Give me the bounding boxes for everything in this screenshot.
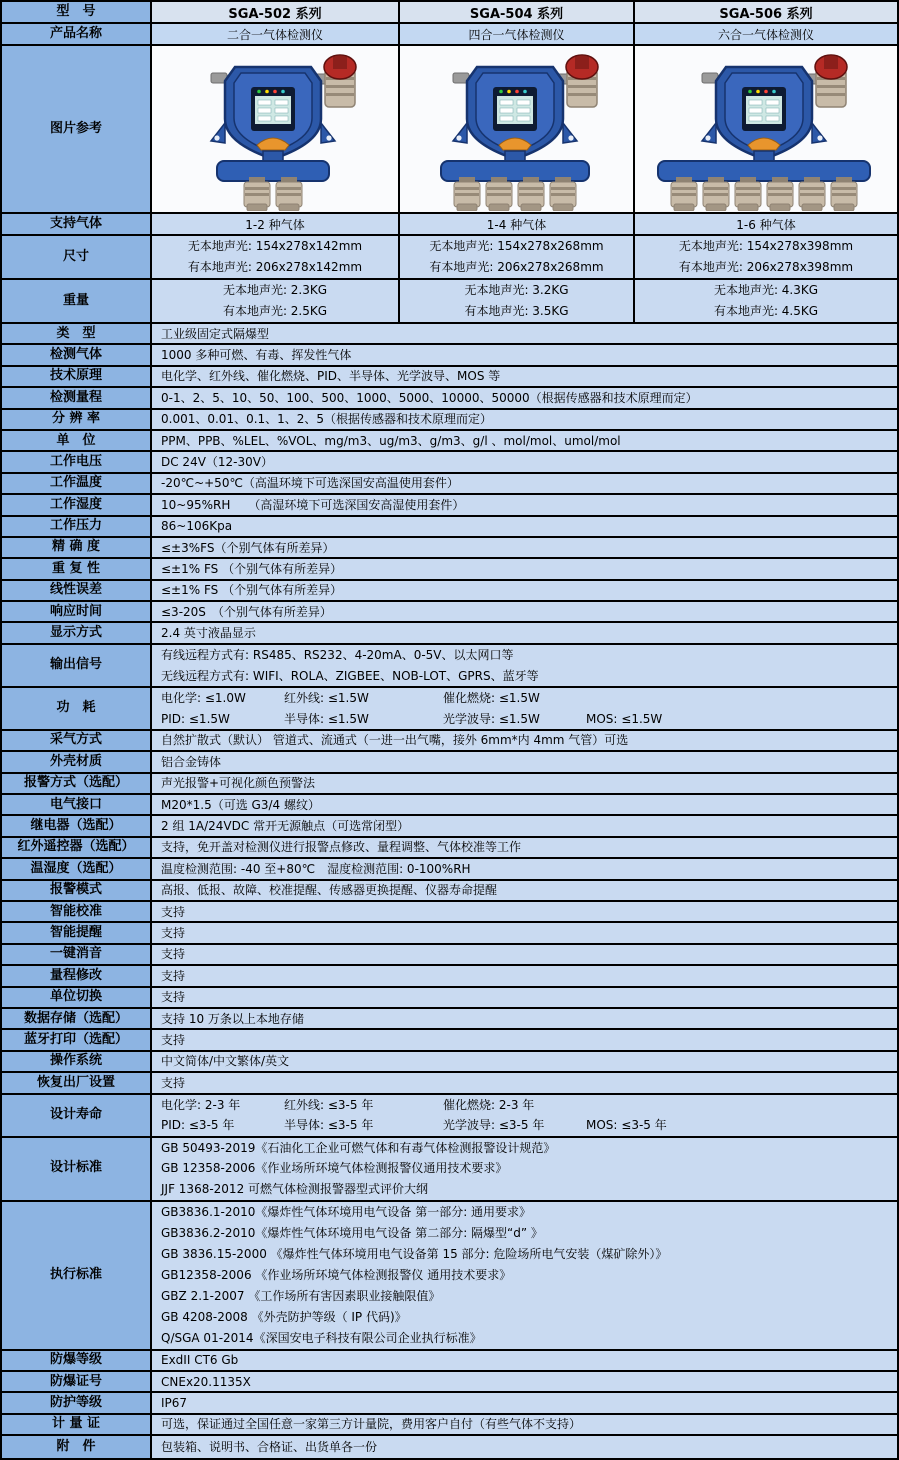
spec-value — [152, 966, 897, 985]
spec-segment: 半导体: ≤3-5 年 — [284, 1118, 374, 1133]
sga-504-detector-illustration — [400, 47, 635, 211]
spec-row — [2, 1030, 897, 1051]
row-label-text: 报警模式 — [49, 882, 102, 898]
spec-value — [152, 1030, 897, 1049]
spec-row — [2, 923, 897, 944]
spec-line: GB 3836.15-2000 《爆炸性气体环境用电气设备第 15 部分: 危险场所电气安装（煤矿除外）》 — [161, 1246, 668, 1261]
spec-row — [2, 752, 897, 773]
weight-line: 有本地声光: 2.5KG — [222, 304, 328, 319]
spec-row — [2, 688, 897, 731]
row-label — [2, 345, 152, 364]
spec-row — [2, 495, 897, 516]
product-name — [635, 24, 897, 44]
spec-row — [2, 538, 897, 559]
weight-row — [2, 280, 897, 324]
weight-cell — [152, 280, 400, 322]
spec-row — [2, 1138, 897, 1202]
row-label-text: 产品名称 — [49, 25, 102, 41]
row-label-text: 类 型 — [56, 325, 96, 341]
row-label — [2, 1138, 152, 1200]
row-label-text: 输出信号 — [49, 657, 102, 673]
dimension-line: 有本地声光: 206x278x142mm — [187, 260, 363, 275]
spec-value — [152, 367, 897, 386]
row-label — [2, 1351, 152, 1370]
spec-line: 支持 10 万条以上本地存储 — [161, 1011, 304, 1026]
spec-row — [2, 645, 897, 688]
spec-value — [152, 1393, 897, 1412]
device-image-cell — [400, 46, 635, 212]
spec-line: 温度检测范围: -40 至+80℃ 湿度检测范围: 0-100%RH — [161, 861, 471, 876]
model-header-text: SGA-504 系列 — [469, 6, 564, 22]
spec-line: GB 50493-2019《石油化工企业可燃气体和有毒气体检测报警设计规范》 — [161, 1140, 556, 1155]
spec-line: 支持 — [161, 1075, 186, 1090]
spec-value — [152, 559, 897, 578]
spec-line: GB 4208-2008 《外壳防护等级（ IP 代码)》 — [161, 1309, 407, 1324]
spec-row — [2, 1372, 897, 1393]
row-label-text: 重 复 性 — [51, 560, 101, 576]
spec-row — [2, 431, 897, 452]
spec-value — [152, 795, 897, 814]
spec-value — [152, 688, 897, 729]
dimension-line: 无本地声光: 154x278x268mm — [429, 239, 604, 254]
row-label-text: 设计标准 — [49, 1160, 102, 1176]
row-label — [2, 2, 152, 22]
spec-row — [2, 988, 897, 1009]
weight-cell — [400, 280, 635, 322]
spec-row — [2, 623, 897, 644]
spec-line: DC 24V（12-30V） — [161, 454, 273, 469]
spec-row — [2, 902, 897, 923]
spec-line: -20℃~+50℃（高温环境下可选深国安高温使用套件） — [161, 476, 459, 491]
spec-value — [152, 816, 897, 835]
spec-line: 中文简体/中文繁体/英文 — [161, 1054, 290, 1069]
spec-row — [2, 367, 897, 388]
spec-row — [2, 1095, 897, 1138]
product-name-text: 四合一气体检测仪 — [468, 27, 565, 42]
row-label-text: 分 辨 率 — [51, 411, 101, 427]
spec-segment: PID: ≤3-5 年 — [161, 1118, 235, 1133]
row-label-text: 尺寸 — [62, 248, 89, 264]
row-label — [2, 602, 152, 621]
row-label — [2, 752, 152, 771]
supported-gas — [635, 214, 897, 234]
spec-row — [2, 602, 897, 623]
spec-segment: 催化燃烧: ≤1.5W — [443, 691, 540, 706]
product-name-text: 二合一气体检测仪 — [226, 27, 323, 42]
row-label — [2, 774, 152, 793]
supported-gas-text: 1-2 种气体 — [245, 217, 305, 232]
spec-value — [152, 881, 897, 900]
sga-506-detector-illustration — [646, 47, 886, 211]
row-label — [2, 517, 152, 536]
row-label-text: 附 件 — [56, 1438, 96, 1454]
row-label — [2, 902, 152, 921]
spec-value — [152, 731, 897, 750]
spec-value — [152, 923, 897, 942]
model-header — [635, 2, 897, 22]
row-label — [2, 795, 152, 814]
row-label-text: 功 耗 — [56, 700, 96, 716]
weight-cell — [635, 280, 897, 322]
spec-row — [2, 795, 897, 816]
spec-row — [2, 1393, 897, 1414]
row-label — [2, 816, 152, 835]
spec-value — [152, 1351, 897, 1370]
row-label-text: 支持气体 — [49, 215, 102, 231]
row-label-text: 图片参考 — [49, 120, 102, 136]
row-label-text: 电气接口 — [49, 796, 102, 812]
spec-line: 86~106Kpa — [161, 519, 233, 534]
row-label — [2, 324, 152, 343]
spec-row — [2, 1436, 897, 1457]
spec-line: 包装箱、说明书、合格证、出货单各一份 — [161, 1439, 378, 1454]
spec-value — [152, 645, 897, 686]
spec-segment: 电化学: ≤1.0W — [161, 691, 246, 706]
spec-row — [2, 881, 897, 902]
weight-line: 无本地声光: 3.2KG — [464, 283, 569, 298]
product-name — [400, 24, 635, 44]
spec-line: 2 组 1A/24VDC 常开无源触点（可选常闭型） — [161, 819, 410, 834]
weight-line: 有本地声光: 3.5KG — [464, 304, 569, 319]
spec-line: ≤±3%FS（个别气体有所差异） — [161, 540, 335, 555]
supported-gas — [400, 214, 635, 234]
spec-segment: PID: ≤1.5W — [161, 711, 230, 726]
spec-value — [152, 410, 897, 429]
spec-line: CNEx20.1135X — [161, 1374, 251, 1389]
spec-row — [2, 1202, 897, 1351]
product-name-text: 六合一气体检测仪 — [717, 27, 814, 42]
spec-value — [152, 431, 897, 450]
row-label — [2, 431, 152, 450]
spec-row — [2, 774, 897, 795]
row-label — [2, 410, 152, 429]
spec-line: 0-1、2、5、10、50、100、500、1000、5000、10000、50000（根据传感器和技术原理而定） — [161, 390, 698, 405]
row-label-text: 技术原理 — [49, 368, 102, 384]
spec-value — [152, 859, 897, 878]
row-label — [2, 236, 152, 278]
product-name-row — [2, 24, 897, 46]
spec-line: ≤±1% FS （个别气体有所差异） — [161, 561, 343, 576]
model-header — [400, 2, 635, 22]
row-label-text: 响应时间 — [49, 603, 102, 619]
row-label-text: 继电器（选配） — [30, 817, 122, 833]
image-row — [2, 46, 897, 214]
spec-line: 2.4 英寸液晶显示 — [161, 626, 256, 641]
row-label — [2, 280, 152, 322]
spec-value — [152, 623, 897, 642]
spec-value — [152, 1202, 897, 1349]
row-label-text: 显示方式 — [49, 625, 102, 641]
supported-gas-text: 1-6 种气体 — [736, 217, 796, 232]
spec-value — [152, 752, 897, 771]
spec-line: 10~95%RH （高湿环境下可选深国安高湿使用套件） — [161, 497, 465, 512]
row-label-text: 温湿度（选配） — [30, 860, 122, 876]
row-label-text: 量程修改 — [49, 967, 102, 983]
row-label — [2, 623, 152, 642]
spec-row — [2, 816, 897, 837]
spec-row — [2, 345, 897, 366]
spec-line: IP67 — [161, 1395, 188, 1410]
spec-row — [2, 966, 897, 987]
row-label-text: 线性误差 — [49, 582, 102, 598]
row-label — [2, 1030, 152, 1049]
device-image-cell — [635, 46, 897, 212]
model-header-text: SGA-502 系列 — [228, 6, 322, 22]
row-label — [2, 388, 152, 407]
row-label — [2, 214, 152, 234]
row-label — [2, 988, 152, 1007]
spec-value — [152, 988, 897, 1007]
spec-line: 电化学、红外线、催化燃烧、PID、半导体、光学波导、MOS 等 — [161, 369, 501, 384]
spec-line — [161, 1117, 897, 1133]
row-label — [2, 538, 152, 557]
row-label — [2, 966, 152, 985]
spec-value — [152, 945, 897, 964]
row-label — [2, 24, 152, 44]
spec-line: Q/SGA 01-2014《深国安电子科技有限公司企业执行标准》 — [161, 1330, 482, 1345]
spec-line: 可选，保证通过全国任意一家第三方计量院，费用客户自付（有些气体不支持） — [161, 1417, 582, 1432]
row-label-text: 工作电压 — [49, 453, 102, 469]
row-label-text: 精 确 度 — [51, 539, 101, 555]
spec-value — [152, 1095, 897, 1136]
row-label — [2, 581, 152, 600]
row-label — [2, 1202, 152, 1349]
spec-value — [152, 1138, 897, 1200]
spec-line: GB12358-2006 《作业场所环境气体检测报警仪 通用技术要求》 — [161, 1267, 512, 1282]
spec-value — [152, 345, 897, 364]
spec-row — [2, 1351, 897, 1372]
row-label-text: 重量 — [62, 292, 89, 308]
row-label-text: 防爆等级 — [49, 1352, 102, 1368]
spec-segment: 电化学: 2-3 年 — [161, 1097, 241, 1112]
spec-row — [2, 1009, 897, 1030]
spec-value — [152, 581, 897, 600]
spec-line: 支持 — [161, 968, 186, 983]
spec-row — [2, 452, 897, 473]
device-image-cell — [152, 46, 400, 212]
row-label-text: 恢复出厂设置 — [36, 1074, 115, 1090]
spec-value — [152, 1073, 897, 1092]
row-label-text: 防护等级 — [49, 1394, 102, 1410]
row-label-text: 数据存储（选配） — [23, 1010, 128, 1026]
spec-value — [152, 388, 897, 407]
spec-line: 高报、低报、故障、校准提醒、传感器更换提醒、仪器寿命提醒 — [161, 883, 498, 898]
spec-row — [2, 581, 897, 602]
spec-value — [152, 1052, 897, 1071]
weight-line: 无本地声光: 4.3KG — [713, 283, 819, 298]
spec-value — [152, 902, 897, 921]
product-name — [152, 24, 400, 44]
spec-row — [2, 474, 897, 495]
row-label — [2, 1436, 152, 1457]
row-label-text: 执行标准 — [49, 1266, 102, 1282]
dimension-line: 无本地声光: 154x278x142mm — [187, 239, 363, 254]
row-label — [2, 945, 152, 964]
spec-segment: 红外线: ≤1.5W — [284, 691, 369, 706]
supported-gas-text: 1-4 种气体 — [486, 217, 547, 232]
spec-line: 支持 — [161, 947, 186, 962]
spec-line: JJF 1368-2012 可燃气体检测报警器型式评价大纲 — [161, 1182, 429, 1197]
spec-value — [152, 452, 897, 471]
spec-value — [152, 1009, 897, 1028]
sga-502-detector-illustration — [155, 47, 395, 211]
row-label — [2, 859, 152, 878]
row-label-text: 型 号 — [56, 3, 96, 19]
spec-segment: MOS: ≤3-5 年 — [586, 1118, 667, 1133]
spec-line: 有线远程方式有: RS485、RS232、4-20mA、0-5V、以太网口等 — [161, 648, 514, 663]
spec-row — [2, 945, 897, 966]
weight-line: 无本地声光: 2.3KG — [222, 283, 328, 298]
spec-segment: 催化燃烧: 2-3 年 — [443, 1097, 535, 1112]
spec-line: 工业级固定式隔爆型 — [161, 326, 270, 341]
row-label — [2, 367, 152, 386]
row-label — [2, 1009, 152, 1028]
spec-value — [152, 1436, 897, 1457]
spec-line: 支持 — [161, 990, 186, 1005]
spec-line: 支持 — [161, 1032, 186, 1047]
spec-row — [2, 859, 897, 880]
spec-value — [152, 538, 897, 557]
supported-gas-row — [2, 214, 897, 236]
row-label-text: 设计寿命 — [49, 1106, 102, 1122]
spec-line: 铝合金铸体 — [161, 754, 222, 769]
spec-value — [152, 474, 897, 493]
row-label-text: 操作系统 — [49, 1053, 102, 1069]
row-label-text: 智能校准 — [49, 903, 102, 919]
row-label-text: 计 量 证 — [51, 1416, 101, 1432]
dimension-line: 有本地声光: 206x278x398mm — [678, 260, 854, 275]
spec-row — [2, 1415, 897, 1436]
row-label — [2, 559, 152, 578]
row-label-text: 蓝牙打印（选配） — [23, 1031, 128, 1047]
weight-line: 有本地声光: 4.5KG — [713, 304, 819, 319]
spec-line: GB3836.2-2010《爆炸性气体环境用电气设备 第二部分: 隔爆型“d” 》 — [161, 1225, 543, 1240]
spec-line: 声光报警+可视化颜色预警法 — [161, 776, 316, 791]
supported-gas — [152, 214, 400, 234]
spec-row — [2, 559, 897, 580]
spec-line: ExdII CT6 Gb — [161, 1353, 239, 1368]
spec-segment: 红外线: ≤3-5 年 — [284, 1097, 374, 1112]
header-row — [2, 2, 897, 24]
spec-line: ≤3-20S （个别气体有所差异） — [161, 604, 332, 619]
model-header-text: SGA-506 系列 — [719, 6, 813, 22]
row-label — [2, 688, 152, 729]
row-label — [2, 645, 152, 686]
spec-value — [152, 324, 897, 343]
row-label-text: 一键消音 — [49, 946, 102, 962]
dimension-line: 无本地声光: 154x278x398mm — [678, 239, 854, 254]
row-label-text: 智能提醒 — [49, 924, 102, 940]
spec-line — [161, 711, 897, 727]
spec-line: M20*1.5（可选 G3/4 螺纹） — [161, 797, 320, 812]
spec-line: GB3836.1-2010《爆炸性气体环境用电气设备 第一部分: 通用要求》 — [161, 1204, 532, 1219]
spec-value — [152, 517, 897, 536]
spec-value — [152, 1415, 897, 1434]
row-label-text: 采气方式 — [49, 732, 102, 748]
row-label — [2, 1415, 152, 1434]
spec-row — [2, 324, 897, 345]
dimension-cell — [635, 236, 897, 278]
row-label — [2, 1372, 152, 1391]
row-label — [2, 1073, 152, 1092]
spec-row — [2, 838, 897, 859]
spec-row — [2, 388, 897, 409]
row-label-text: 工作湿度 — [49, 496, 102, 512]
spec-line: GB 12358-2006《作业场所环境气体检测报警仪通用技术要求》 — [161, 1161, 508, 1176]
row-label-text: 外壳材质 — [49, 753, 102, 769]
dimension-cell — [400, 236, 635, 278]
spec-segment: 光学波导: ≤1.5W — [443, 711, 540, 726]
spec-line: 无线远程方式有: WIFI、ROLA、ZIGBEE、NOB-LOT、GPRS、蓝牙等 — [161, 668, 539, 683]
spec-value — [152, 774, 897, 793]
row-label — [2, 495, 152, 514]
row-label — [2, 881, 152, 900]
row-label — [2, 452, 152, 471]
row-label — [2, 1052, 152, 1071]
spec-segment: 半导体: ≤1.5W — [284, 711, 369, 726]
model-header — [152, 2, 400, 22]
dimension-line: 有本地声光: 206x278x268mm — [429, 260, 604, 275]
row-label — [2, 838, 152, 857]
row-label — [2, 474, 152, 493]
spec-segment: 光学波导: ≤3-5 年 — [443, 1118, 545, 1133]
spec-line: 0.001、0.01、0.1、1、2、5（根据传感器和技术原理而定） — [161, 412, 493, 427]
row-label — [2, 1095, 152, 1136]
spec-row — [2, 410, 897, 431]
row-label-text: 红外遥控器（选配） — [17, 839, 135, 855]
spec-line — [161, 1097, 897, 1113]
spec-value — [152, 1372, 897, 1391]
spec-value — [152, 838, 897, 857]
row-label-text: 防爆证号 — [49, 1373, 102, 1389]
row-label-text: 报警方式（选配） — [23, 775, 128, 791]
spec-value — [152, 495, 897, 514]
row-label-text: 工作压力 — [49, 518, 102, 534]
dimension-cell — [152, 236, 400, 278]
row-label-text: 工作温度 — [49, 475, 102, 491]
row-label — [2, 923, 152, 942]
spec-row — [2, 517, 897, 538]
row-label — [2, 731, 152, 750]
dimension-row — [2, 236, 897, 280]
row-label — [2, 1393, 152, 1412]
spec-line: 支持 — [161, 925, 186, 940]
row-label-text: 检测气体 — [49, 346, 102, 362]
row-label-text: 单位切换 — [49, 989, 102, 1005]
spec-line: GBZ 2.1-2007 《工作场所有害因素职业接触限值》 — [161, 1288, 441, 1303]
spec-line: 1000 多种可燃、有毒、挥发性气体 — [161, 347, 352, 362]
spec-value — [152, 602, 897, 621]
spec-line: PPM、PPB、%LEL、%VOL、mg/m3、ug/m3、g/m3、g/l 、mol/mol、umol/mol — [161, 433, 621, 448]
spec-line: 自然扩散式（默认） 管道式、流通式（一进一出气嘴，接外 6mm*内 4mm 气管）可选 — [161, 733, 629, 748]
row-label — [2, 46, 152, 212]
spec-line — [161, 690, 897, 706]
spec-line: 支持 — [161, 904, 186, 919]
spec-row — [2, 1073, 897, 1094]
spec-row — [2, 731, 897, 752]
spec-line: ≤±1% FS （个别气体有所差异） — [161, 583, 343, 598]
row-label-text: 单 位 — [56, 432, 96, 448]
spec-line: 支持，免开盖对检测仪进行报警点修改、量程调整、气体校准等工作 — [161, 840, 522, 855]
spec-segment: MOS: ≤1.5W — [586, 711, 663, 726]
row-label-text: 检测量程 — [49, 389, 102, 405]
spec-row — [2, 1052, 897, 1073]
